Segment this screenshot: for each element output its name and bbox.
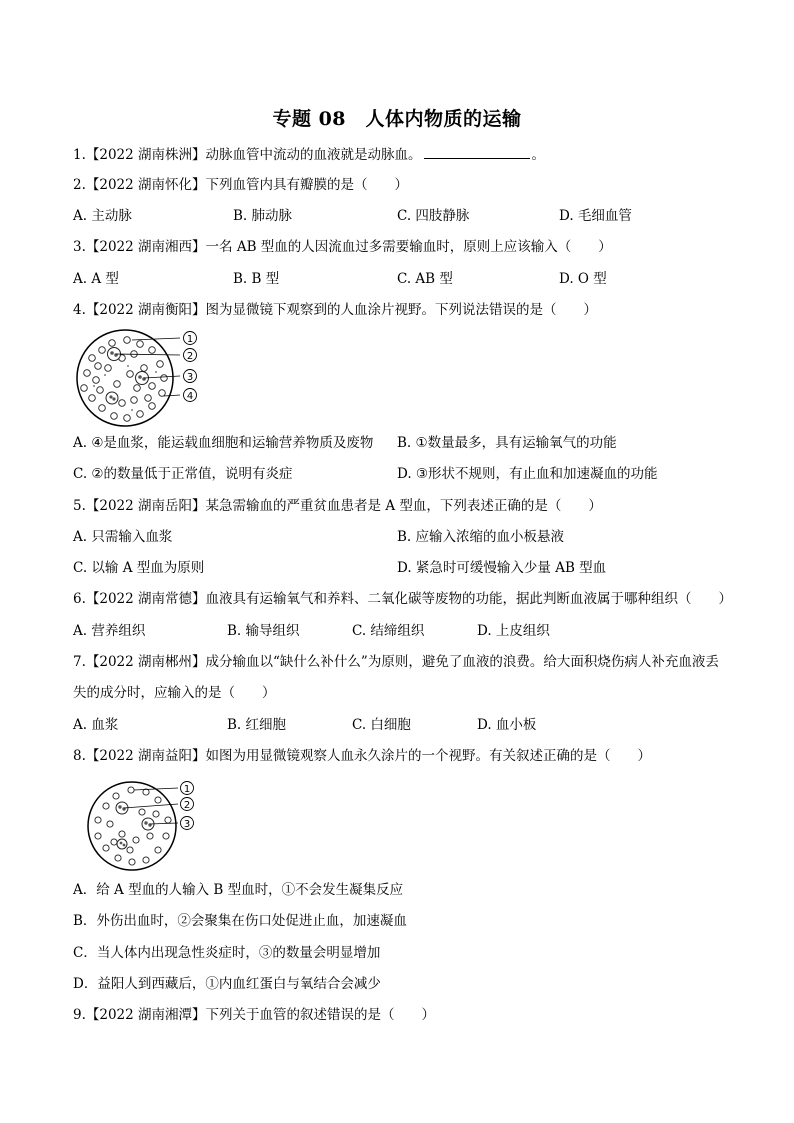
q8-option-a: A．给 A 型血的人输入 B 型血时，①不会发生凝集反应 (73, 882, 404, 898)
q3-option-b: B. B 型 (233, 271, 280, 287)
question-1 (73, 145, 545, 164)
q4-option-c: C. ②的数量低于正常值，说明有炎症 (73, 466, 293, 482)
q5-option-b: B. 应输入浓缩的血小板悬液 (397, 529, 565, 545)
question-1-stem: 1.【2022 湖南株洲】动脉血管中流动的血液就是动脉血。 (73, 147, 422, 163)
page-title: 专题 08 人体内物质的运输 (272, 108, 522, 130)
label-2: 2 (183, 800, 191, 811)
label-2: 2 (186, 351, 194, 362)
q2-option-c: C. 四肢静脉 (397, 208, 470, 224)
q2-option-a: A. 主动脉 (73, 208, 132, 224)
q7-option-c: C. 白细胞 (352, 717, 411, 733)
q3-option-d: D. O 型 (559, 271, 607, 287)
question-3-stem: 3.【2022 湖南湘西】一名 AB 型血的人因流血过多需要输血时，原则上应该输入（ ） (73, 239, 612, 255)
q6-option-b: B. 输导组织 (227, 623, 300, 639)
question-7-stem: 7.【2022 湖南郴州】成分输血以“缺什么补什么”为原则，避免了血液的浪费。给大面积烧伤病人补充血液丢 (73, 654, 719, 670)
answer-blank (424, 145, 530, 159)
q2-option-d: D. 毛细血管 (559, 208, 632, 224)
q7-option-a: A. 血浆 (73, 717, 119, 733)
question-7-stem-cont: 失的成分时，应输入的是（ ） (73, 685, 276, 701)
q8-option-b: B．外伤出血时，②会聚集在伤口处促进止血，加速凝血 (73, 913, 407, 929)
q2-option-b: B. 肺动脉 (233, 208, 293, 224)
q4-option-a: A. ④是血浆，能运载血细胞和运输营养物质及废物 (73, 435, 374, 451)
label-4: 4 (186, 391, 194, 402)
q7-option-b: B. 红细胞 (227, 717, 287, 733)
question-5-stem: 5.【2022 湖南岳阳】某急需输血的严重贫血患者是 A 型血，下列表述正确的是（ ） (73, 498, 602, 514)
label-1: 1 (186, 334, 194, 345)
question-2-stem: 2.【2022 湖南怀化】下列血管内具有瓣膜的是（ ） (73, 177, 409, 193)
q3-option-c: C. AB 型 (397, 271, 453, 287)
q5-option-d: D. 紧急时可缓慢输入少量 AB 型血 (397, 560, 607, 576)
label-3: 3 (186, 372, 194, 383)
question-1-tail: 。 (531, 147, 546, 163)
label-3: 3 (183, 819, 191, 830)
blood-smear-figure-2 (86, 778, 206, 874)
question-8-stem: 8.【2022 湖南益阳】如图为用显微镜观察人血永久涂片的一个视野。有关叙述正确的是（ ） (73, 748, 652, 764)
question-9-stem: 9.【2022 湖南湘潭】下列关于血管的叙述错误的是（ ） (73, 1007, 436, 1023)
q4-option-d: D. ③形状不规则，有止血和加速凝血的功能 (397, 466, 658, 482)
q6-option-d: D. 上皮组织 (477, 623, 550, 639)
q3-option-a: A. A 型 (73, 271, 119, 287)
q8-option-c: C．当人体内出现急性炎症时，③的数量会明显增加 (73, 945, 381, 961)
question-4-stem: 4.【2022 湖南衡阳】图为显微镜下观察到的人血涂片视野。下列说法错误的是（ ） (73, 302, 598, 318)
blood-smear-figure-1 (72, 328, 212, 428)
q6-option-c: C. 结缔组织 (352, 623, 425, 639)
q6-option-a: A. 营养组织 (73, 623, 146, 639)
q4-option-b: B. ①数量最多，具有运输氧气的功能 (397, 435, 617, 451)
q8-option-d: D．益阳人到西藏后，①内血红蛋白与氧结合会减少 (73, 976, 381, 992)
label-1: 1 (183, 784, 191, 795)
q7-option-d: D. 血小板 (477, 717, 537, 733)
q5-option-c: C. 以输 A 型血为原则 (73, 560, 205, 576)
question-6-stem: 6.【2022 湖南常德】血液具有运输氧气和养料、二氧化碳等废物的功能，据此判断血液属于哪种组织（ ） (73, 591, 733, 607)
q5-option-a: A. 只需输入血浆 (73, 529, 173, 545)
